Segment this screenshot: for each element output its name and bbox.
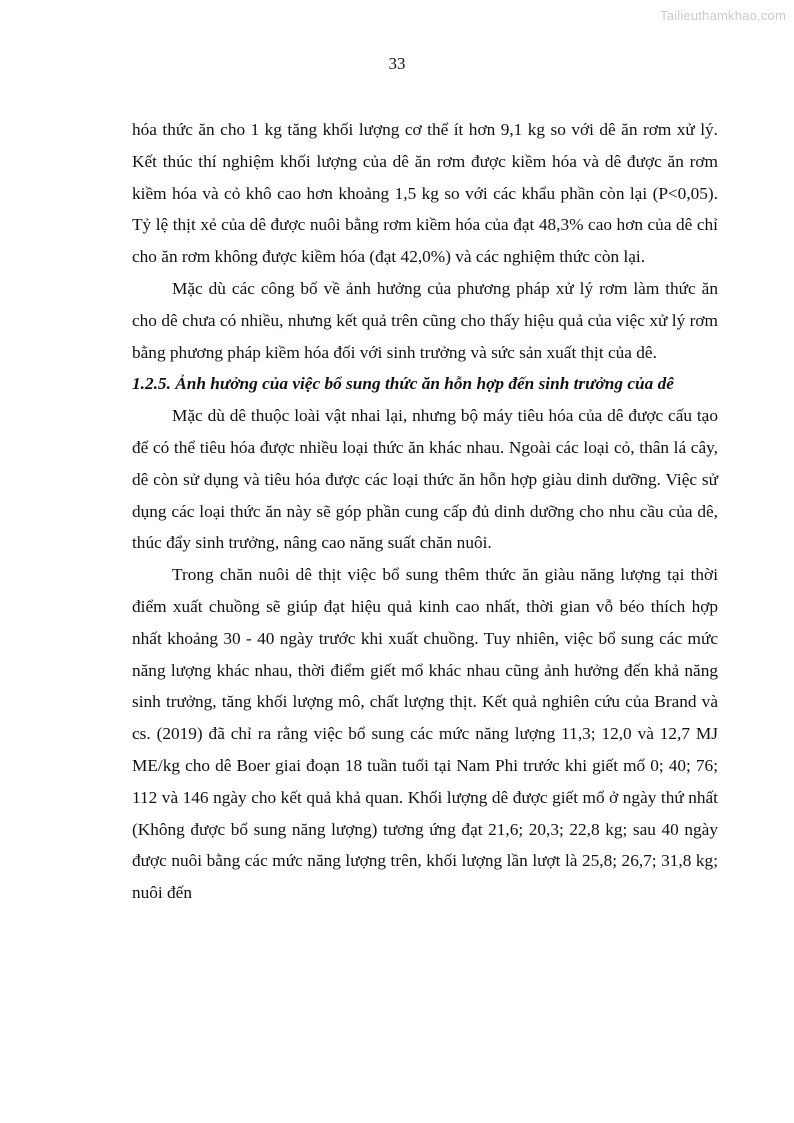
page-body [132,114,718,909]
watermark-text: Tailieuthamkhao.com [660,8,786,23]
section-heading: 1.2.5. Ảnh hưởng của việc bổ sung thức ăn hỗn hợp đến sinh trưởng của dê [132,374,674,394]
paragraph-energy-supplement: Trong chăn nuôi dê thịt việc bổ sung thêm thức ăn giàu năng lượng tại thời điểm xuất chuồng sẽ giúp đạt hiệu quả kinh cao nhất, thời gian vỗ béo thích hợp nhất khoảng 30 - 40 ngày trước khi xuất chuồng. Tuy nhiên, việc bổ sung các mức năng lượng khác nhau, thời điểm giết mổ khác nhau cũng ảnh hưởng đến khả năng sinh trưởng, tăng khối lượng mô, chất lượng thịt. Kết quả nghiên cứu của Brand và cs. (2019) đã chỉ ra rằng việc bổ sung các mức năng lượng 11,3; 12,0 và 12,7 MJ ME/kg cho dê Boer giai đoạn 18 tuần tuổi tại Nam Phi trước khi giết mổ 0; 40; 76; 112 và 146 ngày cho kết quả khả quan. Khối lượng dê được giết mổ ở ngày thứ nhất (Không được bổ sung năng lượng) tương ứng đạt 21,6; 20,3; 22,8 kg; sau 40 ngày được nuôi bằng các mức năng lượng trên, khối lượng lần lượt là 25,8; 26,7; 31,8 kg; nuôi đến [132,565,718,903]
paragraph-continuation: hóa thức ăn cho 1 kg tăng khối lượng cơ thể ít hơn 9,1 kg so với dê ăn rơm xử lý. Kết thúc thí nghiệm khối lượng của dê ăn rơm được kiềm hóa và dê được ăn rơm kiềm hóa và cỏ khô cao hơn khoảng 1,5 kg so với các khẩu phần còn lại (P<0,05). Tỷ lệ thịt xẻ của dê được nuôi bằng rơm kiềm hóa của đạt 48,3% cao hơn của dê chỉ cho ăn rơm không được kiềm hóa (đạt 42,0%) và các nghiệm thức còn lại. [132,120,718,267]
paragraph-digestion: Mặc dù dê thuộc loài vật nhai lại, nhưng bộ máy tiêu hóa của dê được cấu tạo để có thể tiêu hóa được nhiều loại thức ăn khác nhau. Ngoài các loại cỏ, thân lá cây, dê còn sử dụng và tiêu hóa được các loại thức ăn hỗn hợp giàu dinh dưỡng. Việc sử dụng các loại thức ăn này sẽ góp phần cung cấp đủ dinh dưỡng cho nhu cầu của dê, thúc đẩy sinh trưởng, nâng cao năng suất chăn nuôi. [132,406,718,553]
page-number: 33 [388,54,406,73]
paragraph-straw-treatment-summary: Mặc dù các công bố về ảnh hưởng của phương pháp xử lý rơm làm thức ăn cho dê chưa có nhiều, nhưng kết quả trên cũng cho thấy hiệu quả của việc xử lý rơm bằng phương pháp kiềm hóa đối với sinh trưởng và sức sản xuất thịt của dê. [132,278,718,362]
